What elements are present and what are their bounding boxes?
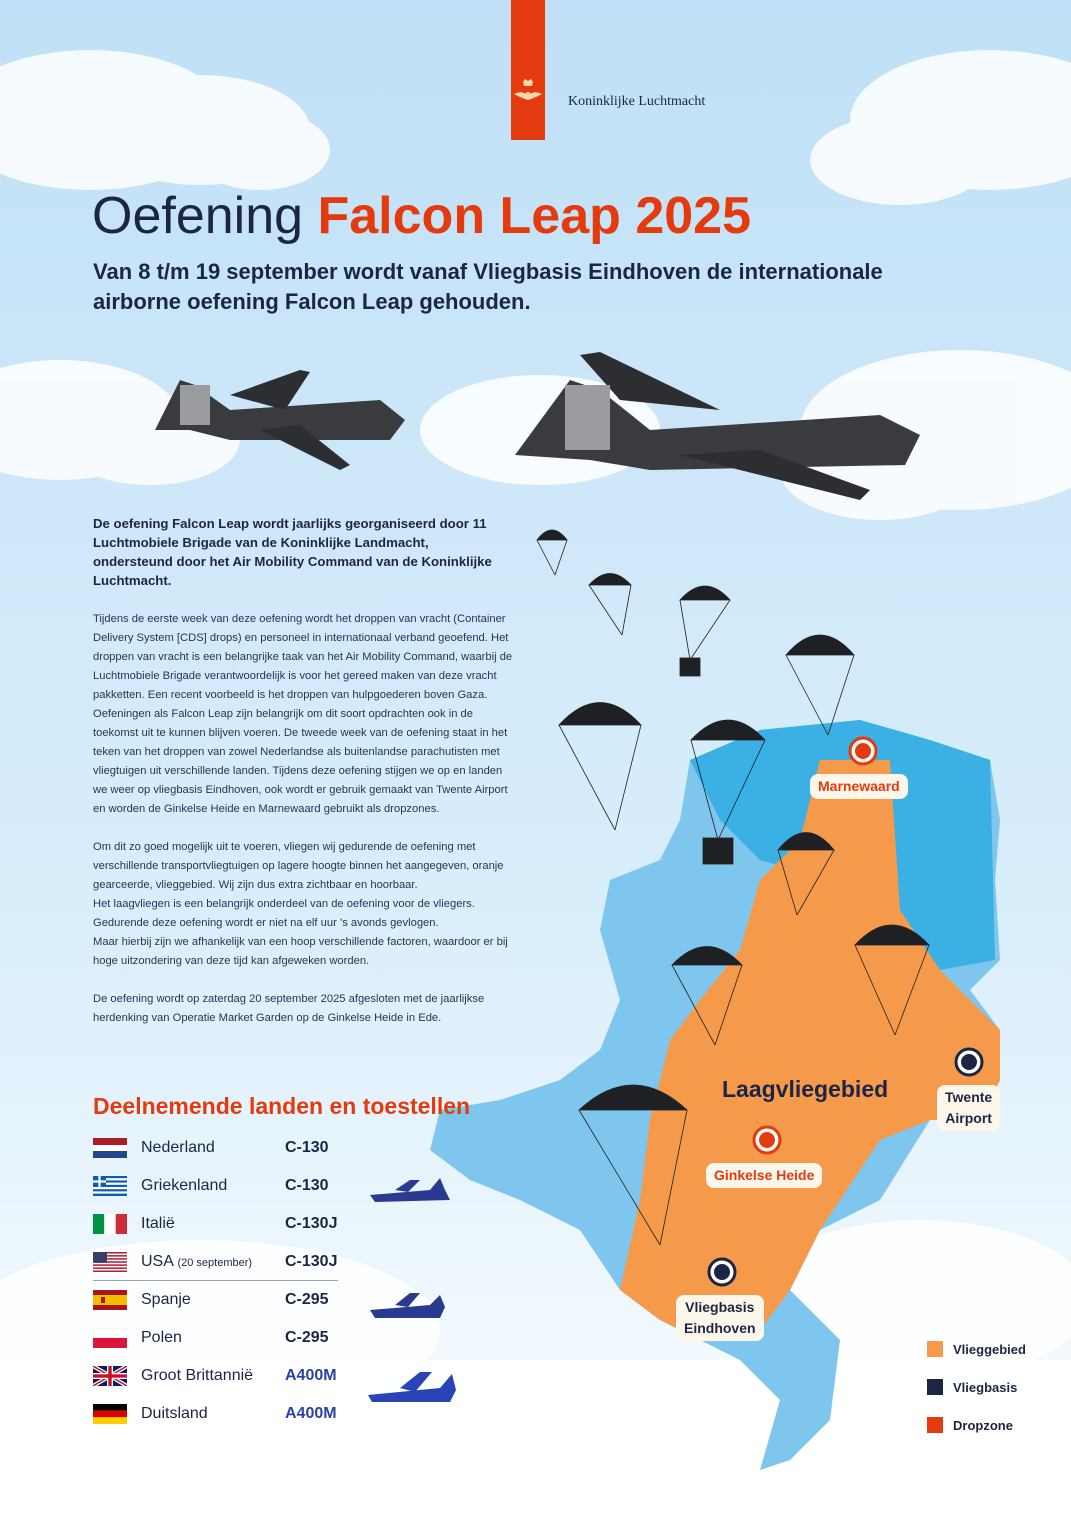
gr-flag-icon: [93, 1176, 127, 1196]
country-row: [93, 1395, 338, 1433]
nl-flag-icon: [93, 1138, 127, 1158]
body-paragraph-1: Tijdens de eerste week van deze oefening wordt het droppen van vracht (Container Delivery System [CDS] drops) en personeel in internationaal verband geoefend. Het droppen van vracht is een belangrijke taak van het Air Mobility Command, waarbij de Luchtmobiele Brigade verantwoordelijk is voor het gereed maken van deze vracht pakketten. Een recent voorbeeld is het droppen van hulpgoederen boven Gaza. Oefeningen als Falcon Leap zijn belangrijk om dit soort opdrachten ook in de toekomst uit te kunnen blijven voeren. De tweede week van de oefening staat in het teken van het droppen van zowel Nederlandse als buitenlandse parachutisten met vliegtuigen uit verschillende landen. Tijdens deze oefening stijgen we op en landen we weer op vliegbasis Eindhoven, ook wordt er gebruik gemaakt van Twente Airport en worden de Ginkelse Heide en Marnewaard gebruikt als dropzones.: [93, 613, 513, 815]
aircraft-type: C-130: [285, 1139, 329, 1156]
country-row: [93, 1357, 338, 1395]
country-row: [93, 1129, 338, 1167]
legend-swatch-orange: [927, 1341, 943, 1357]
country-name: [141, 1253, 285, 1271]
legend-item-dropzone: [927, 1406, 1026, 1444]
pl-flag-icon: [93, 1328, 127, 1348]
country-name: Griekenland: [141, 1177, 228, 1194]
legend-label: Vliegbasis: [953, 1379, 1018, 1395]
aircraft-type: C-295: [285, 1291, 329, 1308]
aircraft-type: C-130J: [285, 1215, 338, 1232]
intro-paragraph: De oefening Falcon Leap wordt jaarlijks georganiseerd door 11 Luchtmobiele Brigade van de Koninklijke Landmacht, ondersteund door het Air Mobility Command van de Koninklijke Luchtmacht.: [93, 516, 492, 588]
country-name: Spanje: [141, 1291, 191, 1308]
page-title: [92, 186, 751, 246]
aircraft-type: C-295: [285, 1329, 329, 1346]
body-paragraph-3: De oefening wordt op zaterdag 20 september 2025 afgesloten met de jaarlijkse herdenking van Operatie Market Garden op de Ginkelse Heide in Ede.: [93, 993, 485, 1024]
legend-label: Vlieggebied: [953, 1341, 1026, 1357]
label-twente-line2: Airport: [945, 1110, 992, 1126]
label-marnewaard: Marnewaard: [810, 774, 908, 799]
legend-label: Dropzone: [953, 1417, 1013, 1433]
label-eindhoven-line2: Eindhoven: [684, 1320, 756, 1336]
label-twente-airport: [937, 1085, 1000, 1131]
title-part-2: Falcon Leap 2025: [317, 187, 752, 245]
logo-band: [511, 0, 545, 140]
country-name: Groot Brittannië: [141, 1367, 254, 1384]
aircraft-type: C-130J: [285, 1252, 338, 1270]
us-flag-icon: [93, 1252, 127, 1272]
country-row: [93, 1205, 338, 1243]
country-name: Polen: [141, 1329, 182, 1346]
page-subtitle: Van 8 t/m 19 september wordt vanaf Vliegbasis Eindhoven de internationale airborne oefening Falcon Leap gehouden.: [93, 259, 883, 314]
body-text: [93, 610, 513, 1047]
label-flight-area: Laagvliegebied: [722, 1076, 889, 1102]
map-legend: [927, 1330, 1026, 1444]
legend-item-airbase: [927, 1368, 1026, 1406]
org-name: Koninklijke Luchtmacht: [568, 94, 706, 109]
es-flag-icon: [93, 1290, 127, 1310]
air-force-emblem-icon: [513, 78, 543, 114]
aircraft-type: A400M: [285, 1367, 337, 1384]
label-eindhoven-line1: Vliegbasis: [685, 1299, 755, 1315]
aircraft-type: A400M: [285, 1405, 337, 1422]
countries-title: Deelnemende landen en toestellen: [93, 1093, 471, 1119]
label-vliegbasis-eindhoven: [676, 1295, 764, 1341]
country-row: [93, 1167, 338, 1205]
legend-swatch-red: [927, 1417, 943, 1433]
country-row: [93, 1243, 338, 1281]
label-twente-line1: Twente: [945, 1089, 993, 1105]
aircraft-type: C-130: [285, 1177, 329, 1194]
it-flag-icon: [93, 1214, 127, 1234]
label-ginkelse-heide: Ginkelse Heide: [706, 1163, 822, 1188]
country-name: Nederland: [141, 1139, 215, 1156]
de-flag-icon: [93, 1404, 127, 1424]
country-note: (20 september): [177, 1256, 253, 1269]
country-row: [93, 1319, 338, 1357]
country-name: Italië: [141, 1215, 175, 1232]
country-row: [93, 1281, 338, 1319]
gb-flag-icon: [93, 1366, 127, 1386]
title-part-1: Oefening: [92, 187, 318, 245]
legend-item-flight-area: [927, 1330, 1026, 1368]
body-paragraph-2: Om dit zo goed mogelijk uit te voeren, vliegen wij gedurende de oefening met verschillende transportvliegtuigen op lagere hoogte binnen het aangegeven, oranje gearceerde, vlieggebied. Wij zijn dus extra zichtbaar en hoorbaar. Het laagvliegen is een belangrijk onderdeel van de oefening voor de vliegers. Gedurende deze oefening wordt er niet na elf uur ’s avonds gevlogen. Maar hierbij zijn we afhankelijk van een hoop verschillende factoren, waardoor er bij hoge uitzondering van deze tijd kan afgeweken worden.: [93, 841, 508, 967]
country-name-text: USA: [141, 1252, 174, 1270]
country-table: [93, 1129, 338, 1433]
country-name: Duitsland: [141, 1405, 208, 1422]
legend-swatch-navy: [927, 1379, 943, 1395]
